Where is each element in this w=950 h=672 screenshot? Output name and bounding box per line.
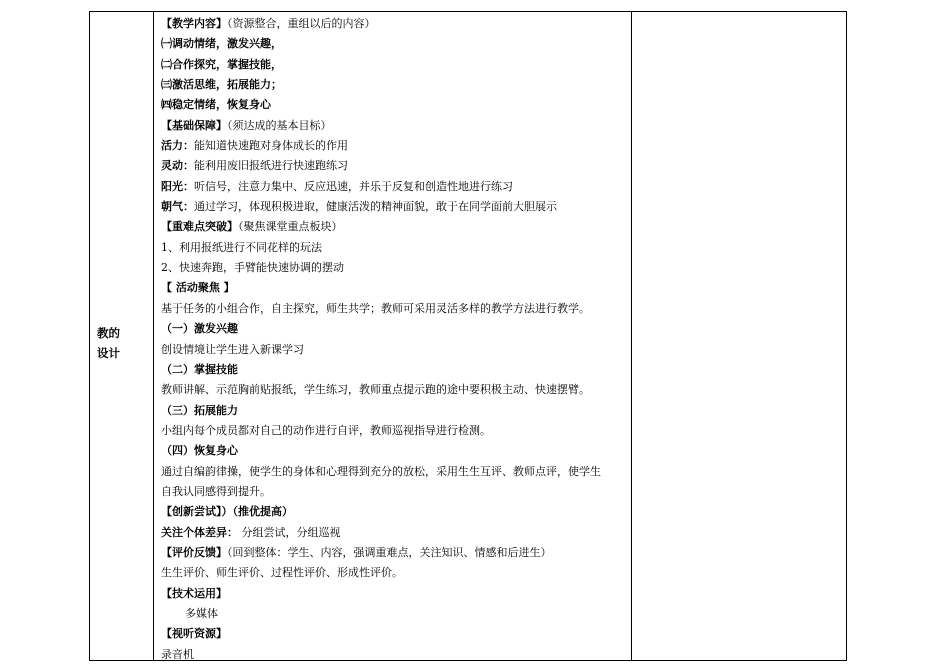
content-line-heading: 【创新尝试】）（推优提高） xyxy=(161,505,293,519)
content-line-heading: 【视听资源】 xyxy=(161,627,227,641)
content-line xyxy=(161,421,629,441)
content-line xyxy=(161,136,629,156)
content-line xyxy=(161,197,629,217)
content-line-text: （资源整合，重组以后的内容） xyxy=(227,17,376,30)
content-line xyxy=(161,360,629,380)
content-line-heading: （一）激发兴趣 xyxy=(161,322,238,336)
content-line-text: 1、利用报纸进行不同花样的玩法 xyxy=(161,240,322,254)
content-line-text: 自我认同感得到提升。 xyxy=(161,484,271,498)
content-line-text: （回到整体：学生、内容，强调重难点，关注知识、情感和后进生） xyxy=(227,545,552,559)
content-line xyxy=(161,543,629,563)
content-line xyxy=(161,563,629,583)
lesson-content-cell xyxy=(161,14,629,665)
content-line-text: （须达成的基本目标） xyxy=(227,118,332,132)
content-line-heading: 【教学内容】 xyxy=(161,17,227,30)
content-line xyxy=(161,14,629,34)
content-line-heading: 关注个体差异： xyxy=(161,525,238,539)
content-line-text: 听信号，注意力集中、反应迅速，并乐于反复和创造性地进行练习 xyxy=(194,179,513,193)
row-header-teaching-design xyxy=(97,323,120,363)
column-divider-left xyxy=(153,12,154,660)
content-line-text: 能利用废旧报纸进行快速跑练习 xyxy=(194,159,348,173)
content-line-text: 通过学习，体现积极进取，健康活泼的精神面貌，敢于在同学面前大胆展示 xyxy=(194,200,557,214)
column-divider-right xyxy=(631,12,632,660)
content-line xyxy=(161,55,629,75)
content-line xyxy=(161,401,629,421)
content-line xyxy=(161,462,629,482)
content-line xyxy=(161,319,629,339)
content-line xyxy=(161,177,629,197)
content-line-heading: （二）掌握技能 xyxy=(161,362,238,376)
row-header-line-2: 设计 xyxy=(97,346,120,360)
content-line-heading: 【 活动聚焦 】 xyxy=(161,281,235,295)
content-line xyxy=(161,75,629,95)
content-line-heading: ㈢激活思维，拓展能力； xyxy=(161,78,282,92)
content-line-text: 小组内每个成员都对自己的动作进行自评，教师巡视指导进行检测。 xyxy=(161,423,491,437)
content-line-heading: ㈠调动情绪，激发兴趣， xyxy=(161,37,282,51)
content-line xyxy=(161,523,629,543)
content-line-heading: 【重难点突破】 xyxy=(161,220,238,234)
content-line xyxy=(161,441,629,461)
content-line xyxy=(161,238,629,258)
content-line-heading: （三）拓展能力 xyxy=(161,403,238,417)
content-line xyxy=(161,116,629,136)
content-line-heading: ㈡合作探究，掌握技能， xyxy=(161,57,282,71)
content-line xyxy=(161,278,629,298)
content-line-text: 2、快速奔跑，手臂能快速协调的摆动 xyxy=(161,261,344,275)
content-line-heading: 阳光： xyxy=(161,179,194,193)
lesson-design-table xyxy=(89,11,847,661)
content-line xyxy=(161,258,629,278)
content-line xyxy=(161,584,629,604)
content-line xyxy=(161,217,629,237)
row-header-line-1: 教的 xyxy=(97,326,120,340)
content-line-heading: 活力： xyxy=(161,139,194,153)
content-line xyxy=(161,604,629,624)
content-line-heading: ㈣稳定情绪，恢复身心 xyxy=(161,98,271,112)
content-line-heading: 朝气： xyxy=(161,200,194,214)
content-line-text: 通过自编韵律操，使学生的身体和心理得到充分的放松，采用生生互评、教师点评，使学生 xyxy=(161,464,601,478)
content-line xyxy=(161,645,629,665)
content-line-text: （聚焦课堂重点板块） xyxy=(238,220,343,234)
content-line-heading: 【评价反馈】 xyxy=(161,545,227,559)
content-line-text: 创设情境让学生进入新课学习 xyxy=(161,342,304,356)
content-line-text: 能知道快速跑对身体成长的作用 xyxy=(194,139,348,153)
content-line xyxy=(161,624,629,644)
content-line-text: 多媒体 xyxy=(185,606,218,620)
content-line xyxy=(161,502,629,522)
content-line-text: 生生评价、师生评价、过程性评价、形成性评价。 xyxy=(161,566,403,580)
content-line xyxy=(161,340,629,360)
content-line xyxy=(161,156,629,176)
content-line-heading: 灵动： xyxy=(161,159,194,173)
content-line-text: 教师讲解、示范胸前贴报纸，学生练习，教师重点提示跑的途中要积极主动、快速摆臂。 xyxy=(161,383,590,397)
content-line xyxy=(161,95,629,115)
content-line-text: 基于任务的小组合作，自主探究，师生共学；教师可采用灵活多样的教学方法进行教学。 xyxy=(161,301,590,315)
content-line-heading: 【基础保障】 xyxy=(161,118,227,132)
content-line xyxy=(161,34,629,54)
content-line-heading: 【技术运用】 xyxy=(161,586,227,600)
content-line-heading: （四）恢复身心 xyxy=(161,444,238,458)
content-line xyxy=(161,380,629,400)
content-line-text: 分组尝试，分组巡视 xyxy=(238,525,341,539)
content-line xyxy=(161,299,629,319)
content-line xyxy=(161,482,629,502)
content-line-text: 录音机 xyxy=(161,647,194,661)
